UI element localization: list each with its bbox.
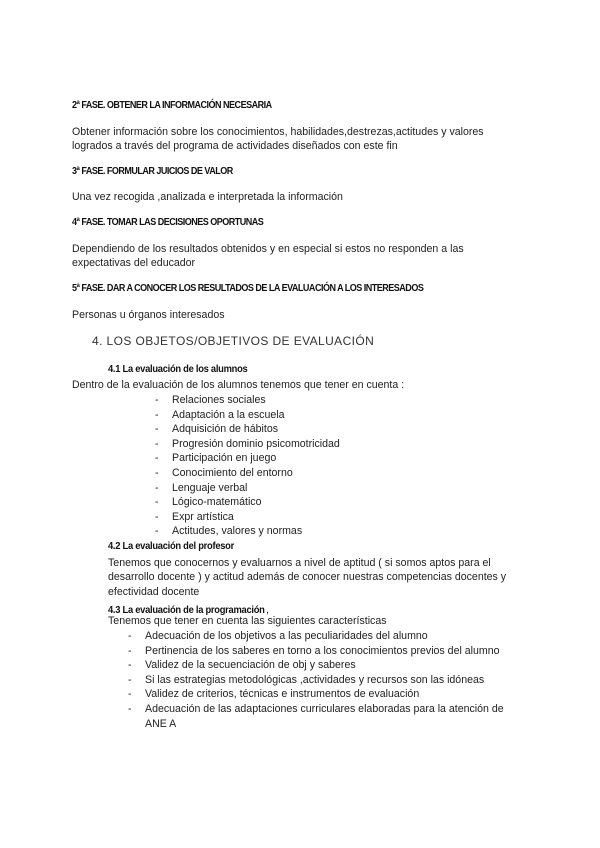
alumnos-criteria-item-text: Actitudes, valores y normas	[172, 525, 303, 538]
alumnos-criteria-item-text: Relaciones sociales	[172, 394, 266, 406]
phase-5-title: 5ª FASE. DAR A CONOCER LOS RESULTADOS DE LA EVALUACIÓN A LOS INTERESADOS	[72, 282, 424, 294]
section-4-heading: 4. LOS OBJETOS/OBJETIVOS DE EVALUACIÓN	[92, 334, 375, 348]
programacion-criteria-item-text: Adecuación de las adaptaciones curriculares elaboradas para la atención de	[145, 702, 504, 715]
sub-4-2-title: 4.2 La evaluación del profesor	[108, 541, 234, 552]
phase-4-title: 4ª FASE. TOMAR LAS DECISIONES OPORTUNAS	[72, 216, 264, 228]
alumnos-criteria-item-text: Expr artística	[172, 510, 234, 523]
dash-bullet: -	[128, 644, 132, 657]
programacion-criteria-item-text: Validez de la secuenciación de obj y saberes	[145, 659, 356, 672]
dash-bullet: -	[155, 423, 159, 436]
phase-2-title: 2ª FASE. OBTENER LA INFORMACIÓN NECESARIA	[72, 99, 272, 111]
sub-4-2-line-3: efectividad docente	[108, 586, 200, 598]
dash-bullet: -	[155, 510, 159, 523]
dash-bullet: -	[128, 630, 132, 642]
dash-bullet: -	[155, 437, 159, 450]
dash-bullet: -	[155, 452, 159, 465]
sub-4-2-line-1: Tenemos que conocernos y evaluarnos a nivel de aptitud ( si somos aptos para el	[108, 557, 491, 569]
sub-4-1-intro: Dentro de la evaluación de los alumnos tenemos que tener en cuenta :	[72, 379, 405, 391]
programacion-criteria-item-text: Pertinencia de los saberes en torno a los conocimientos previos del alumno	[145, 644, 500, 657]
sub-4-1-title: 4.1 La evaluación de los alumnos	[108, 364, 248, 375]
phase-4-line-2: expectativas del educador	[72, 257, 196, 269]
dash-bullet: -	[128, 673, 132, 686]
dash-bullet: -	[155, 394, 159, 406]
phase-3-line-1: Una vez recogida ,analizada e interpretada la información	[72, 191, 343, 203]
programacion-criteria-item-text: Adecuación de los objetivos a las peculiaridades del alumno	[145, 630, 428, 642]
phase-4-line-1: Dependiendo de los resultados obtenidos y en especial si estos no responden a las	[72, 243, 464, 255]
sub-4-3-continuation: ANE A	[145, 718, 177, 730]
dash-bullet: -	[155, 466, 159, 479]
dash-bullet: -	[155, 408, 159, 421]
phase-2-line-1: Obtener información sobre los conocimientos, habilidades,destrezas,actitudes y valores	[72, 126, 484, 138]
dash-bullet: -	[155, 481, 159, 494]
dash-bullet: -	[155, 496, 159, 509]
dash-bullet: -	[128, 659, 132, 672]
programacion-criteria-item-text: Si las estrategias metodológicas ,actividades y recursos son las idóneas	[145, 673, 485, 686]
dash-bullet: -	[155, 525, 159, 538]
alumnos-criteria-item-text: Lógico-matemático	[172, 496, 262, 509]
alumnos-criteria-item-text: Adaptación a la escuela	[172, 408, 285, 421]
sub-4-3-intro: Tenemos que tener en cuenta las siguientes características	[108, 615, 387, 627]
alumnos-criteria-item-text: Adquisición de hábitos	[172, 423, 279, 436]
alumnos-criteria-item-text: Conocimiento del entorno	[172, 466, 293, 479]
alumnos-criteria-item-text: Lenguaje verbal	[172, 481, 248, 494]
phase-5-line-1: Personas u órganos interesados	[72, 309, 225, 321]
sub-4-3-title: 4.3 La evaluación de la programación	[108, 605, 265, 616]
alumnos-criteria-item-text: Participación en juego	[172, 452, 277, 465]
phase-2-line-2: logrados a través del programa de actividades diseñados con este fin	[72, 140, 398, 152]
dash-bullet: -	[128, 702, 132, 715]
phase-3-title: 3ª FASE. FORMULAR JUICIOS DE VALOR	[72, 165, 233, 177]
dash-bullet: -	[128, 688, 132, 701]
sub-4-3-title-suffix: ,	[266, 604, 269, 616]
programacion-criteria-item-text: Validez de criterios, técnicas e instrumentos de evaluación	[145, 688, 420, 701]
alumnos-criteria-item-text: Progresión dominio psicomotricidad	[172, 437, 340, 450]
sub-4-2-line-2: desarrollo docente ) y actitud además de conocer nuestras competencias docentes y	[108, 571, 507, 583]
